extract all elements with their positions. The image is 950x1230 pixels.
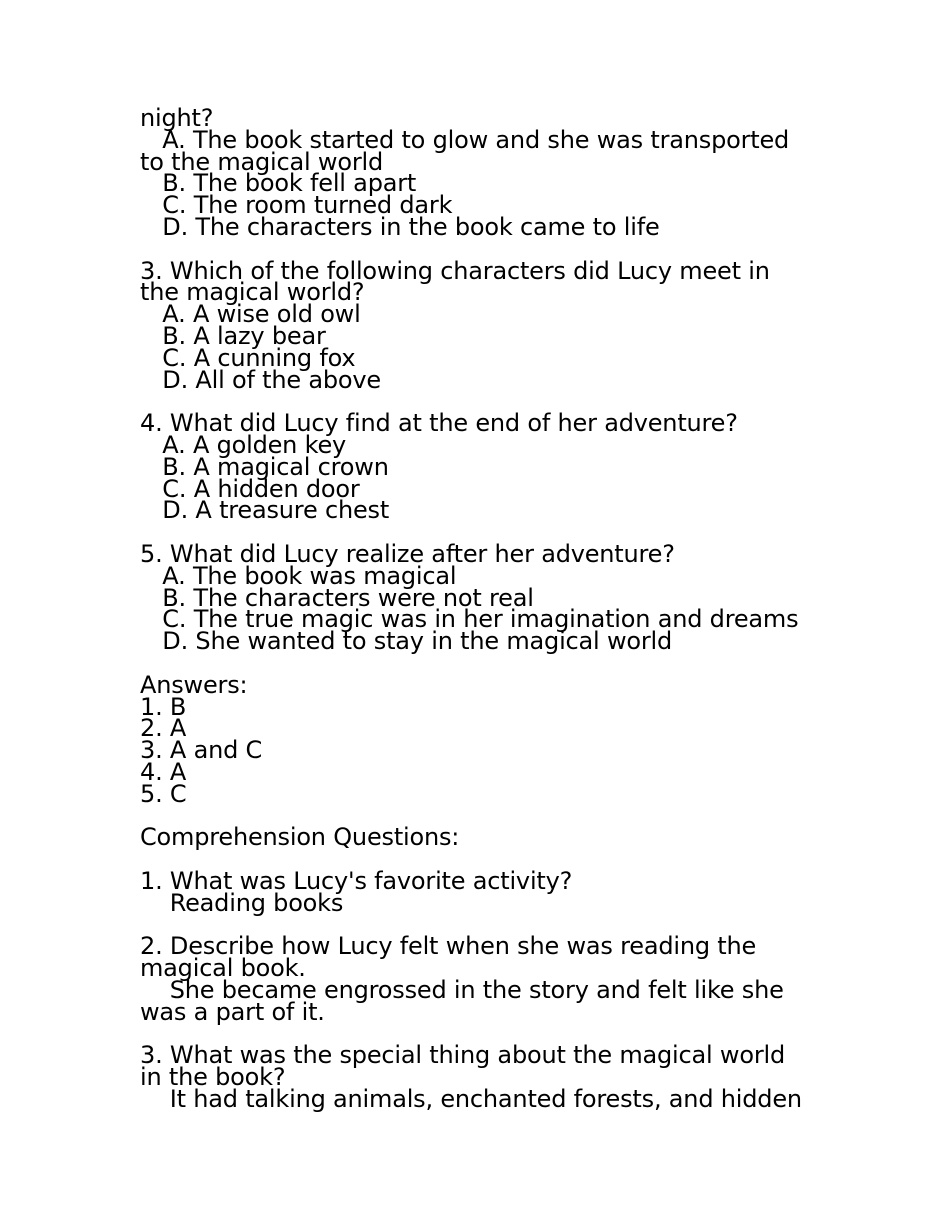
text-line: 2. Describe how Lucy felt when she was reading the — [140, 932, 757, 961]
text-line: 5. C — [140, 779, 187, 808]
text-line: C. The room turned dark — [140, 191, 453, 220]
text-line: 3. What was the special thing about the magical world — [140, 1041, 785, 1070]
text-line: Answers: — [140, 670, 248, 699]
text-line: C. A hidden door — [140, 474, 360, 503]
text-line: to the magical world — [140, 147, 384, 176]
text-line: D. She wanted to stay in the magical world — [140, 627, 673, 656]
text-line: 5. What did Lucy realize after her adventure? — [140, 539, 675, 568]
text-line: D. The characters in the book came to life — [140, 212, 660, 241]
text-line: 4. What did Lucy find at the end of her adventure? — [140, 409, 738, 438]
text-line: C. The true magic was in her imagination and dreams — [140, 605, 799, 634]
text-line: 3. Which of the following characters did Lucy meet in — [140, 256, 770, 285]
text-line: C. A cunning fox — [140, 343, 356, 372]
text-line: D. A treasure chest — [140, 496, 390, 525]
text-line: was a part of it. — [140, 997, 325, 1026]
text-line: A. The book was magical — [140, 561, 457, 590]
text-line: It had talking animals, enchanted forests, and hidden — [140, 1084, 802, 1113]
text-line: the magical world? — [140, 278, 365, 307]
text-line: B. The book fell apart — [140, 169, 417, 198]
text-line: B. A magical crown — [140, 452, 389, 481]
text-line: D. All of the above — [140, 365, 381, 394]
text-line: A. The book started to glow and she was transported — [140, 125, 790, 154]
text-line: magical book. — [140, 954, 306, 983]
document-page — [140, 104, 830, 1113]
text-line: Reading books — [140, 888, 344, 917]
text-line: Comprehension Questions: — [140, 823, 460, 852]
text-line: 2. A — [140, 714, 187, 743]
text-line: 1. B — [140, 692, 187, 721]
text-line: night? — [140, 104, 214, 132]
text-line: 4. A — [140, 757, 187, 786]
text-line: 3. A and C — [140, 736, 263, 765]
text-line: B. A lazy bear — [140, 321, 326, 350]
text-line: in the book? — [140, 1063, 286, 1092]
text-line: She became engrossed in the story and felt like she — [140, 975, 784, 1004]
text-line: 1. What was Lucy's favorite activity? — [140, 866, 573, 895]
text-line: A. A golden key — [140, 430, 347, 459]
text-line: A. A wise old owl — [140, 300, 361, 329]
text-line: B. The characters were not real — [140, 583, 534, 612]
